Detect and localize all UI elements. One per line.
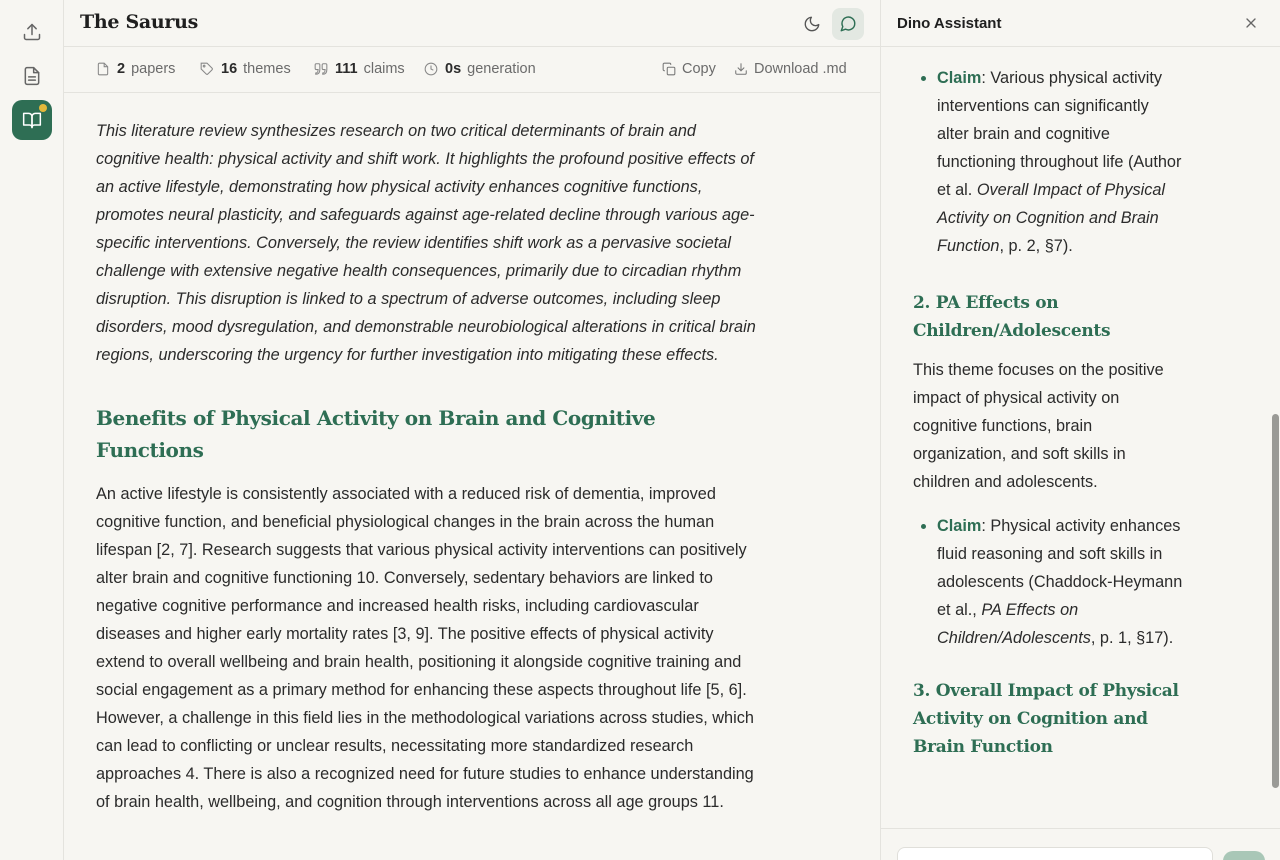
papers-label: papers bbox=[131, 61, 176, 77]
claims-stat bbox=[314, 61, 405, 77]
copy-label: Copy bbox=[682, 61, 716, 77]
claims-count: 111 bbox=[335, 61, 358, 77]
chat-input[interactable] bbox=[897, 847, 1213, 860]
moon-icon bbox=[803, 15, 821, 33]
generation-label: generation bbox=[467, 61, 536, 77]
theme-toggle-button[interactable] bbox=[796, 8, 828, 40]
upload-button[interactable] bbox=[12, 12, 52, 52]
theme-heading: 2. PA Effects on Children/Adolescents bbox=[913, 293, 1111, 341]
themes-label: themes bbox=[243, 61, 291, 77]
book-open-icon bbox=[22, 110, 42, 130]
claim-list bbox=[913, 512, 1183, 652]
claim-list bbox=[913, 64, 1183, 260]
quote-icon bbox=[314, 62, 328, 76]
copy-button[interactable] bbox=[662, 61, 716, 77]
scrollbar[interactable] bbox=[1270, 48, 1280, 828]
theme-heading: 3. Overall Impact of Physical Activity on Cognition and Brain Function bbox=[913, 681, 1179, 757]
documents-button[interactable] bbox=[12, 56, 52, 96]
review-button[interactable] bbox=[12, 100, 52, 140]
chat-footer bbox=[881, 828, 1280, 860]
claim-text: : Physical activity enhances fluid reasoning and soft skills in adolescents (Chaddock-Heymann et al., bbox=[937, 517, 1183, 619]
claim-ref: , p. 2, §7). bbox=[999, 237, 1073, 255]
papers-stat bbox=[96, 61, 175, 77]
document-icon bbox=[96, 62, 110, 76]
claim-item bbox=[937, 64, 1183, 260]
theme-description: This theme focuses on the positive impact of physical activity on cognitive functions, brain organization, and soft skills in children and adolescents. bbox=[913, 361, 1164, 491]
claims-label: claims bbox=[363, 61, 405, 77]
themes-count: 16 bbox=[221, 61, 238, 77]
close-icon[interactable] bbox=[1243, 15, 1259, 31]
app-title: The Saurus bbox=[80, 11, 199, 33]
send-button[interactable] bbox=[1223, 851, 1265, 860]
claim-ref: , p. 1, §17). bbox=[1090, 629, 1174, 647]
claim-source: PA Effects on Children/Adolescents bbox=[937, 601, 1091, 647]
document-icon bbox=[22, 66, 42, 86]
claim-label: Claim bbox=[937, 69, 982, 87]
review-content bbox=[96, 117, 756, 816]
scrollbar-thumb[interactable] bbox=[1272, 414, 1279, 788]
assistant-header bbox=[881, 0, 1280, 47]
chat-bubble-icon bbox=[839, 15, 857, 33]
stats-bar bbox=[64, 47, 880, 93]
assistant-messages bbox=[913, 64, 1183, 761]
download-button[interactable] bbox=[734, 61, 847, 77]
claim-label: Claim bbox=[937, 517, 982, 535]
download-icon bbox=[734, 62, 748, 76]
copy-icon bbox=[662, 62, 676, 76]
upload-icon bbox=[22, 22, 42, 42]
top-bar bbox=[64, 0, 880, 47]
tag-icon bbox=[200, 62, 214, 76]
notification-dot bbox=[39, 104, 47, 112]
generation-time: 0s bbox=[445, 61, 462, 77]
review-abstract: This literature review synthesizes research on two critical determinants of brain and cognitive health: physical activity and shift work. It highlights the profound positive effects of an active lifestyle, demonstrating how physical activity enhances cognitive functions, promotes neural plasticity, and safeguards against age-related decline through various age-specific interventions. Conversely, the review identifies shift work as a pervasive societal challenge with extensive negative health consequences, primarily due to circadian rhythm disruption. This disruption is linked to a spectrum of adverse outcomes, including sleep disorders, mood dysregulation, and demonstrable neurobiological alterations in critical brain regions, underscoring the urgency for further investigation into mitigating these effects. bbox=[96, 122, 756, 364]
papers-count: 2 bbox=[117, 61, 126, 77]
chat-toggle-button[interactable] bbox=[832, 8, 864, 40]
claim-text: : Various physical activity interventions can significantly alter brain and cognitive functioning throughout life (Author et al. bbox=[937, 69, 1182, 199]
claim-item bbox=[937, 512, 1183, 652]
clock-icon bbox=[424, 62, 438, 76]
claim-source: Overall Impact of Physical Activity on Cognition and Brain Function bbox=[937, 181, 1166, 255]
main-area bbox=[64, 0, 880, 860]
generation-stat bbox=[424, 61, 536, 77]
download-label: Download .md bbox=[754, 61, 847, 77]
themes-stat bbox=[200, 61, 291, 77]
section-heading: Benefits of Physical Activity on Brain and Cognitive Functions bbox=[96, 406, 656, 462]
assistant-panel bbox=[880, 0, 1280, 860]
section-body: An active lifestyle is consistently associated with a reduced risk of dementia, improved cognitive function, and beneficial physiological changes in the brain across the human lifespan [2, 7]. Research suggests that various physical activity interventions can positively alter brain and cognitive functioning 10. Conversely, sedentary behaviors are linked to negative cognitive performance and increased health risks, including cardiovascular diseases and higher early mortality rates [3, 9]. The positive effects of physical activity extend to overall wellbeing and brain health, positioning it alongside cognitive training and social engagement as a primary method for enhancing these aspects throughout life [5, 6]. However, a challenge in this field lies in the methodological variations across studies, which can lead to conflicting or unclear results, necessitating more standardized research approaches 4. There is also a recognized need for future studies to enhance understanding of brain health, wellbeing, and cognition through interventions across all age groups 11. bbox=[96, 485, 754, 811]
left-rail bbox=[0, 0, 64, 860]
assistant-title: Dino Assistant bbox=[897, 15, 1002, 32]
